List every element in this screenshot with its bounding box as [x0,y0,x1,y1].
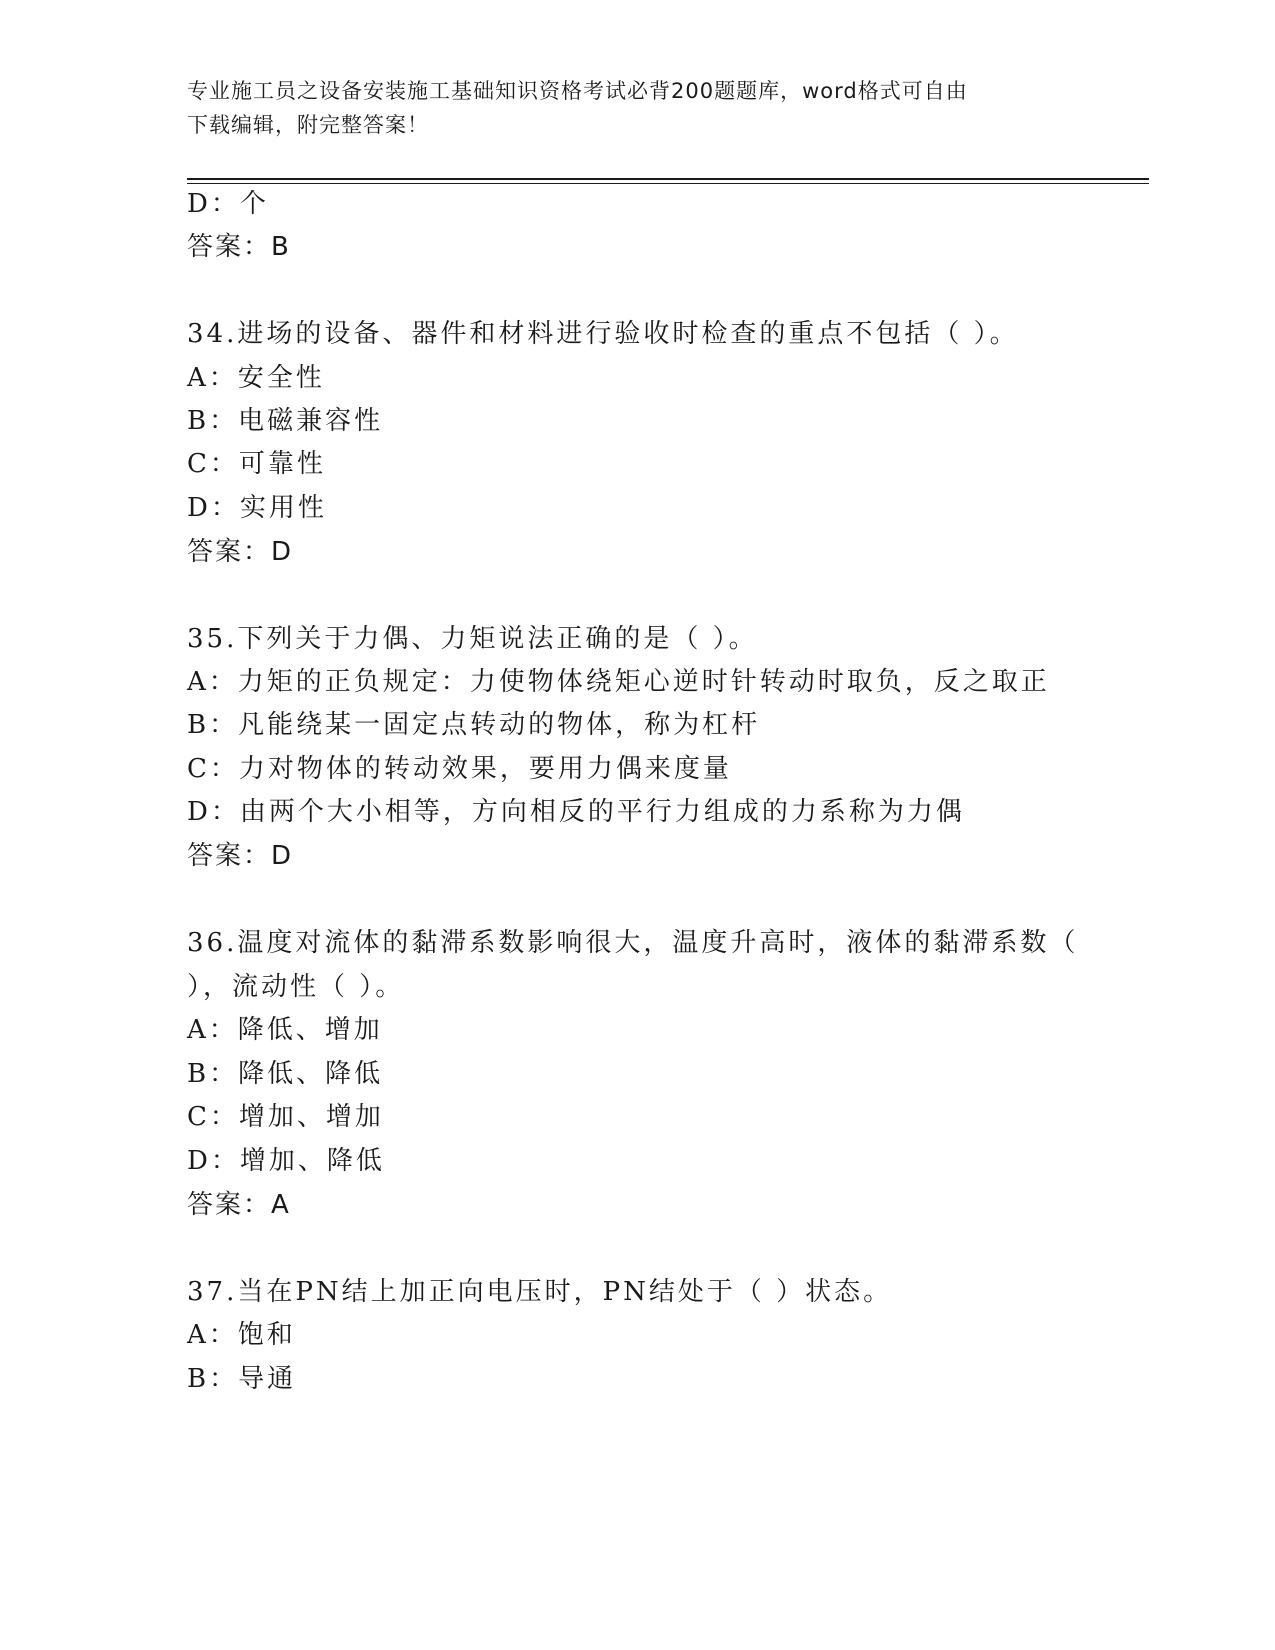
header-rule-thin [187,183,1149,184]
option-line: B：凡能绕某一固定点转动的物体，称为杠杆 [187,710,761,740]
option-line: C：力对物体的转动效果，要用力偶来度量 [187,754,732,784]
header-line-2: 下载编辑，附完整答案！ [187,113,429,137]
answer-line: 答案：D [187,841,294,871]
option-line: B：降低、降低 [187,1059,384,1089]
question-line-continued: ），流动性（ ）。 [187,972,405,1002]
option-line: D：增加、降低 [187,1146,385,1176]
answer-line: 答案：D [187,537,294,567]
option-line: B：导通 [187,1364,297,1394]
question-line: 36.温度对流体的黏滞系数影响很大，温度升高时，液体的黏滞系数（ [187,928,1079,958]
answer-line: 答案：A [187,1190,291,1220]
question-line: 35.下列关于力偶、力矩说法正确的是（ ）。 [187,624,758,654]
option-line: D：个 [187,189,269,219]
option-line: A：安全性 [187,363,325,393]
option-line: A：饱和 [187,1320,296,1350]
header-rule-thick [187,178,1149,180]
option-line: C：可靠性 [187,449,326,479]
option-line: D：由两个大小相等，方向相反的平行力组成的力系称为力偶 [187,797,965,827]
question-line: 34.进场的设备、器件和材料进行验收时检查的重点不包括（ ）。 [187,319,1019,349]
option-line: A：降低、增加 [187,1015,383,1045]
answer-line: 答案：B [187,232,291,262]
option-line: D：实用性 [187,493,327,523]
header-line-1: 专业施工员之设备安装施工基础知识资格考试必背200题题库，word格式可自由 [187,79,968,103]
document-header [187,74,1087,142]
option-line: C：增加、增加 [187,1102,384,1132]
option-line: B：电磁兼容性 [187,406,384,436]
option-line: A：力矩的正负规定：力使物体绕矩心逆时针转动时取负，反之取正 [187,667,1050,697]
question-line: 37.当在PN结上加正向电压时，PN结处于（ ）状态。 [187,1277,893,1307]
